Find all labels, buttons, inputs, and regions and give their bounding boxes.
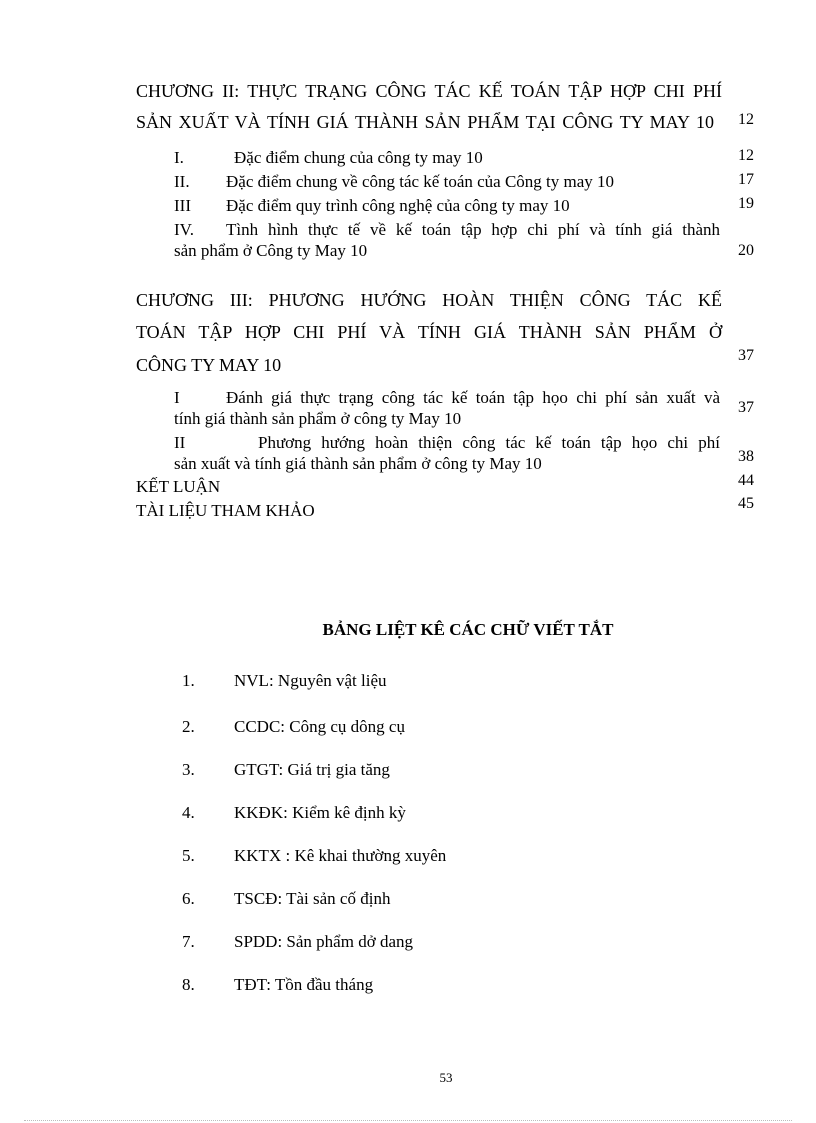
toc-conclusion: KẾT LUẬN: [136, 477, 221, 496]
toc-chapter-2-line-2: SẢN XUẤT VÀ TÍNH GIÁ THÀNH SẢN PHẨM TẠI CÔNG TY MAY 10: [136, 112, 714, 132]
toc-item-text-continued: sản xuất và tính giá thành sản phẩm ở công ty May 10: [174, 454, 542, 473]
toc-item-text: Phương hướng hoàn thiện công tác kế toán tập họo chi phí: [258, 433, 720, 452]
toc-item-num: II.: [174, 172, 190, 191]
toc-chapter-3-page: 37: [738, 347, 754, 364]
toc-item-text: Đánh giá thực trạng công tác kế toán tập họo chi phí sản xuất và: [226, 388, 720, 407]
abbreviation-num: 8.: [182, 975, 195, 994]
toc-item-text: Đặc điểm quy trình công nghệ của công ty may 10: [226, 196, 570, 215]
toc-chapter-2-page: 12: [738, 111, 754, 128]
toc-item-page: 12: [738, 147, 754, 164]
toc-item-text: Đặc điểm chung về công tác kế toán của Công ty may 10: [226, 172, 615, 191]
toc-item-text: Đặc điểm chung của công ty may 10: [234, 148, 483, 167]
toc-item-num: IV.: [174, 220, 194, 239]
toc-item-page: 37: [738, 399, 754, 416]
toc-item-num: III: [174, 196, 191, 215]
toc-chapter-2-line-1: CHƯƠNG II: THỰC TRẠNG CÔNG TÁC KẾ TOÁN TẬP HỢP CHI PHÍ: [136, 81, 722, 101]
toc-item-text-continued: sản phẩm ở Công ty May 10: [174, 241, 368, 260]
toc-item-text-continued: tính giá thành sản phẩm ở công ty May 10: [174, 409, 462, 428]
toc-item-num: I.: [174, 148, 184, 167]
abbreviation-num: 2.: [182, 717, 195, 736]
toc-item-text: Tình hình thực tế về kế toán tập hợp chi phí và tính giá thành: [226, 220, 720, 239]
toc-chapter-3-line-1: CHƯƠNG III: PHƯƠNG HƯỚNG HOÀN THIỆN CÔNG TÁC KẾ: [136, 290, 722, 310]
abbreviation-text: NVL: Nguyên vật liệu: [234, 671, 387, 690]
abbreviations-title: BẢNG LIỆT KÊ CÁC CHỮ VIẾT TẮT: [322, 620, 614, 639]
abbreviation-text: GTGT: Giá trị gia tăng: [234, 760, 390, 779]
abbreviation-num: 1.: [182, 671, 195, 690]
abbreviation-num: 3.: [182, 760, 195, 779]
abbreviation-num: 7.: [182, 932, 195, 951]
toc-item-num: I: [174, 388, 180, 407]
toc-chapter-3-line-2: TOÁN TẬP HỢP CHI PHÍ VÀ TÍNH GIÁ THÀNH SẢN PHẨM Ở: [136, 322, 722, 342]
toc-conclusion-page: 44: [738, 472, 754, 489]
abbreviation-text: SPDD: Sản phẩm dở dang: [234, 932, 413, 951]
page-number: 53: [439, 1070, 453, 1085]
abbreviation-num: 6.: [182, 889, 195, 908]
toc-item-page: 20: [738, 242, 754, 259]
toc-item-page: 17: [738, 171, 754, 188]
toc-item-page: 38: [738, 448, 754, 465]
page-bottom-divider: [24, 1120, 792, 1121]
toc-item-num: II: [174, 433, 186, 452]
toc-references: TÀI LIỆU THAM KHẢO: [136, 501, 315, 520]
abbreviation-text: TSCĐ: Tài sản cố định: [234, 889, 391, 908]
abbreviation-text: CCDC: Công cụ dông cụ: [234, 717, 405, 736]
abbreviation-text: TĐT: Tồn đầu tháng: [234, 975, 374, 994]
abbreviation-num: 5.: [182, 846, 195, 865]
abbreviation-text: KKĐK: Kiểm kê định kỳ: [234, 803, 406, 822]
abbreviation-text: KKTX : Kê khai thường xuyên: [234, 846, 447, 865]
toc-item-page: 19: [738, 195, 754, 212]
toc-references-page: 45: [738, 495, 754, 512]
toc-chapter-3-line-3: CÔNG TY MAY 10: [136, 355, 282, 375]
abbreviation-num: 4.: [182, 803, 195, 822]
